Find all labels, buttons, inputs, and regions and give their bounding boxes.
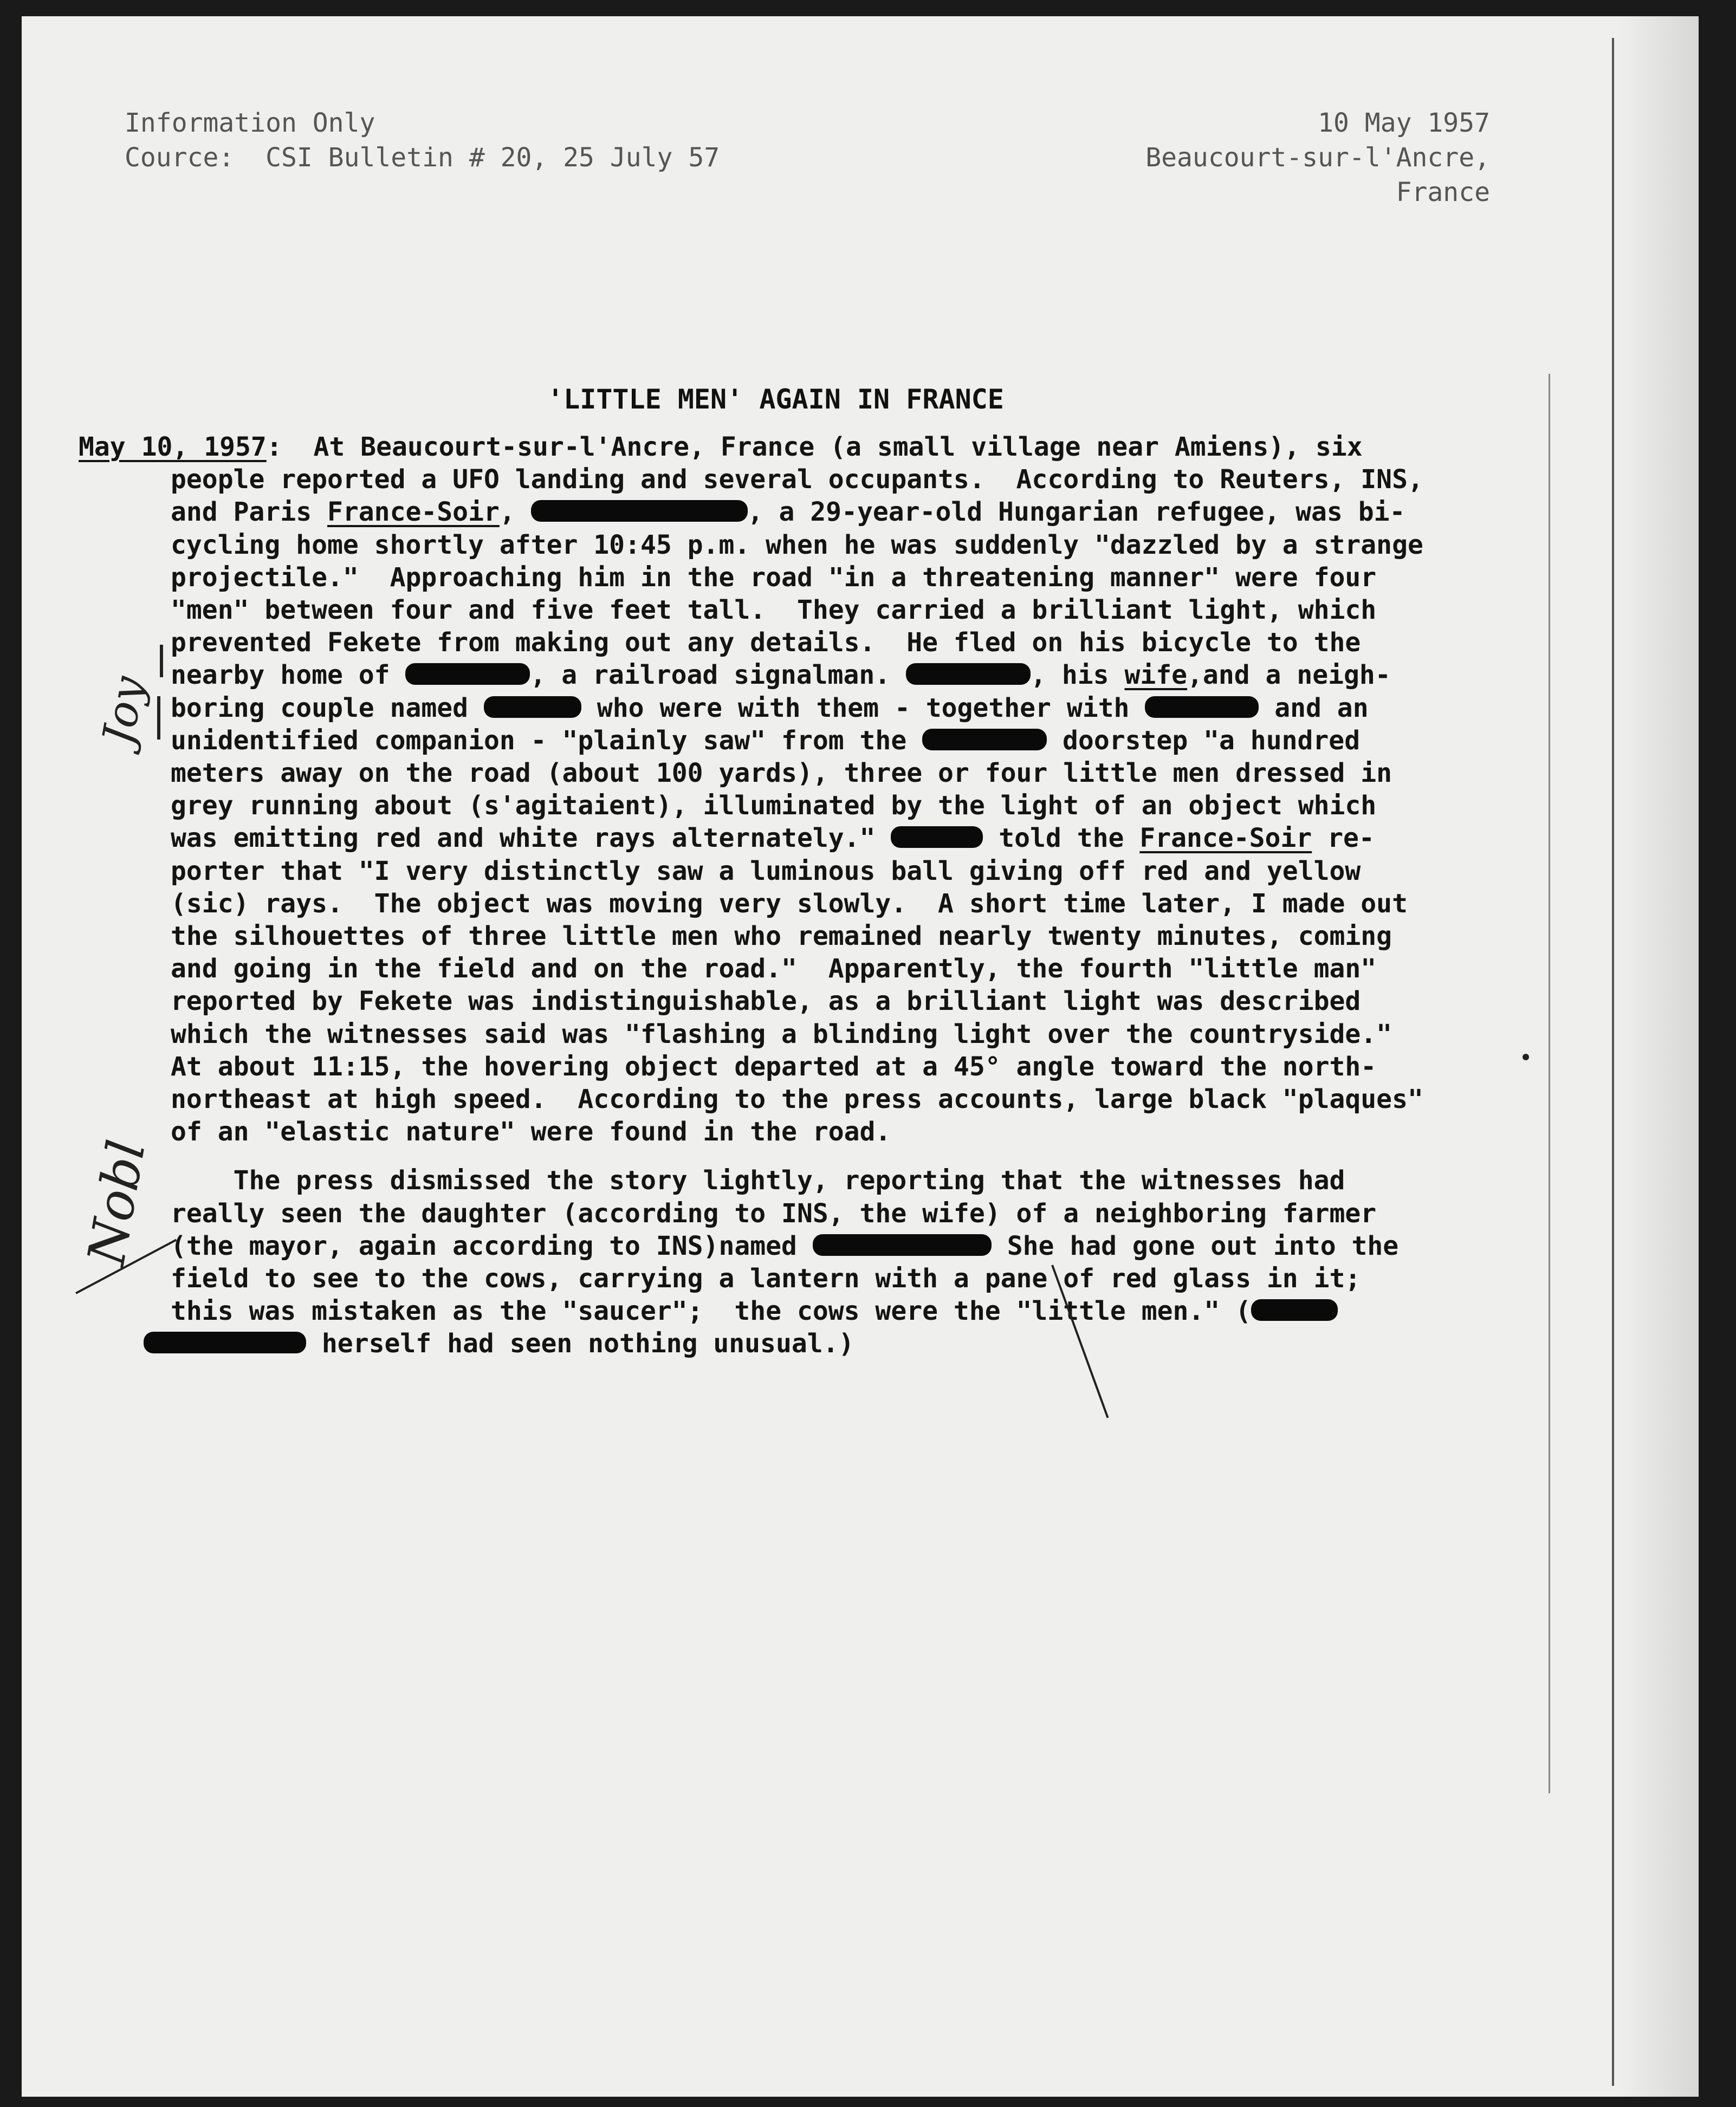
body-line: and Paris France-Soir, , a 29-year-old Hungarian refugee, was bi- xyxy=(171,497,1405,528)
body-line: boring couple named who were with them - together with and an xyxy=(171,692,1369,723)
body-line: (the mayor, again according to INS)named She had gone out into the xyxy=(171,1230,1399,1261)
header-date: 10 May 1957 xyxy=(1318,108,1490,138)
body-line: field to see to the cows, carrying a lantern with a pane of red glass in it; xyxy=(171,1263,1361,1294)
redaction-mark xyxy=(405,663,530,685)
body-line: The press dismissed the story lightly, reporting that the witnesses had xyxy=(233,1165,1345,1196)
entry-date: May 10, 1957 xyxy=(79,432,267,462)
document-page xyxy=(22,16,1699,2097)
body-line: this was mistaken as the "saucer"; the cows were the "little men." ( xyxy=(79,1295,1541,1327)
body-line: herself had seen nothing unusual.) xyxy=(79,1327,1541,1360)
header-left xyxy=(125,106,720,175)
body-line: really seen the daughter (according to INS, the wife) of a neighboring farmer xyxy=(171,1198,1377,1229)
document-title: 'LITTLE MEN' AGAIN IN FRANCE xyxy=(547,384,1004,415)
body-line: which the witnesses said was "flashing a blinding light over the countryside." xyxy=(171,1019,1392,1049)
redaction-mark xyxy=(813,1234,992,1256)
redaction-mark xyxy=(906,663,1031,685)
margin-rule-inner xyxy=(1549,374,1550,1793)
body-line: people reported a UFO landing and several occupants. According to Reuters, INS, xyxy=(171,464,1423,495)
redaction-mark xyxy=(1251,1299,1338,1321)
margin-rule-outer xyxy=(1612,38,1614,2086)
newspaper-name: France-Soir xyxy=(327,497,500,528)
body-line: prevented Fekete from making out any details. He fled on his bicycle to the xyxy=(171,627,1361,658)
body-line: of an "elastic nature" were found in the road. xyxy=(171,1117,891,1147)
redaction-mark xyxy=(1145,696,1259,718)
margin-tick-mark xyxy=(157,696,160,740)
header-country: France xyxy=(1396,177,1490,208)
page-edge-shadow xyxy=(1617,16,1699,2097)
redaction-mark xyxy=(891,826,983,848)
body-line: reported by Fekete was indistinguishable, as a brilliant light was described xyxy=(171,986,1361,1017)
body-line: At about 11:15, the hovering object departed at a 45° angle toward the north- xyxy=(171,1051,1377,1082)
body-line: projectile." Approaching him in the road "in a threatening manner" were four xyxy=(171,562,1377,593)
handwritten-note-2: Nobl xyxy=(76,1136,158,1270)
underlined-wife: wife xyxy=(1124,660,1188,691)
ink-dot xyxy=(1523,1054,1529,1060)
body-line: and going in the field and on the road." Apparently, the fourth "little man" xyxy=(171,954,1377,984)
newspaper-name: France-Soir xyxy=(1139,823,1312,854)
handwritten-note-1: Joy xyxy=(93,672,154,749)
body-line: May 10, 1957: At Beaucourt-sur-l'Ancre, France (a small village near Amiens), six xyxy=(79,432,1363,462)
header-info-only: Information Only xyxy=(125,108,375,138)
redaction-mark xyxy=(531,500,748,522)
body-line: grey running about (s'agitaient), illuminated by the light of an object which xyxy=(171,790,1377,821)
body-line: unidentified companion - "plainly saw" from the doorstep "a hundred xyxy=(171,725,1361,756)
body-line: meters away on the road (about 100 yards), three or four little men dressed in xyxy=(171,758,1392,789)
redaction-mark xyxy=(922,729,1047,750)
header-source: Cource: CSI Bulletin # 20, 25 July 57 xyxy=(125,142,720,173)
document-body xyxy=(79,431,1541,1360)
margin-tick-mark xyxy=(160,645,163,677)
body-line: nearby home of , a railroad signalman. , his wife,and a neigh- xyxy=(171,660,1391,691)
body-line: was emitting red and white rays alternately." told the France-Soir re- xyxy=(171,823,1375,854)
body-line: "men" between four and five feet tall. They carried a brilliant light, which xyxy=(171,595,1377,626)
header-right xyxy=(1145,106,1490,210)
redaction-mark xyxy=(484,696,581,718)
body-line: (sic) rays. The object was moving very slowly. A short time later, I made out xyxy=(171,888,1408,919)
body-line: porter that "I very distinctly saw a luminous ball giving off red and yellow xyxy=(171,855,1361,886)
body-line: the silhouettes of three little men who remained nearly twenty minutes, coming xyxy=(171,921,1392,952)
header-location: Beaucourt-sur-l'Ancre, xyxy=(1145,142,1490,173)
body-line: northeast at high speed. According to the press accounts, large black "plaques" xyxy=(171,1084,1423,1115)
redaction-mark xyxy=(144,1332,306,1353)
body-line: cycling home shortly after 10:45 p.m. when he was suddenly "dazzled by a strange xyxy=(171,529,1423,560)
